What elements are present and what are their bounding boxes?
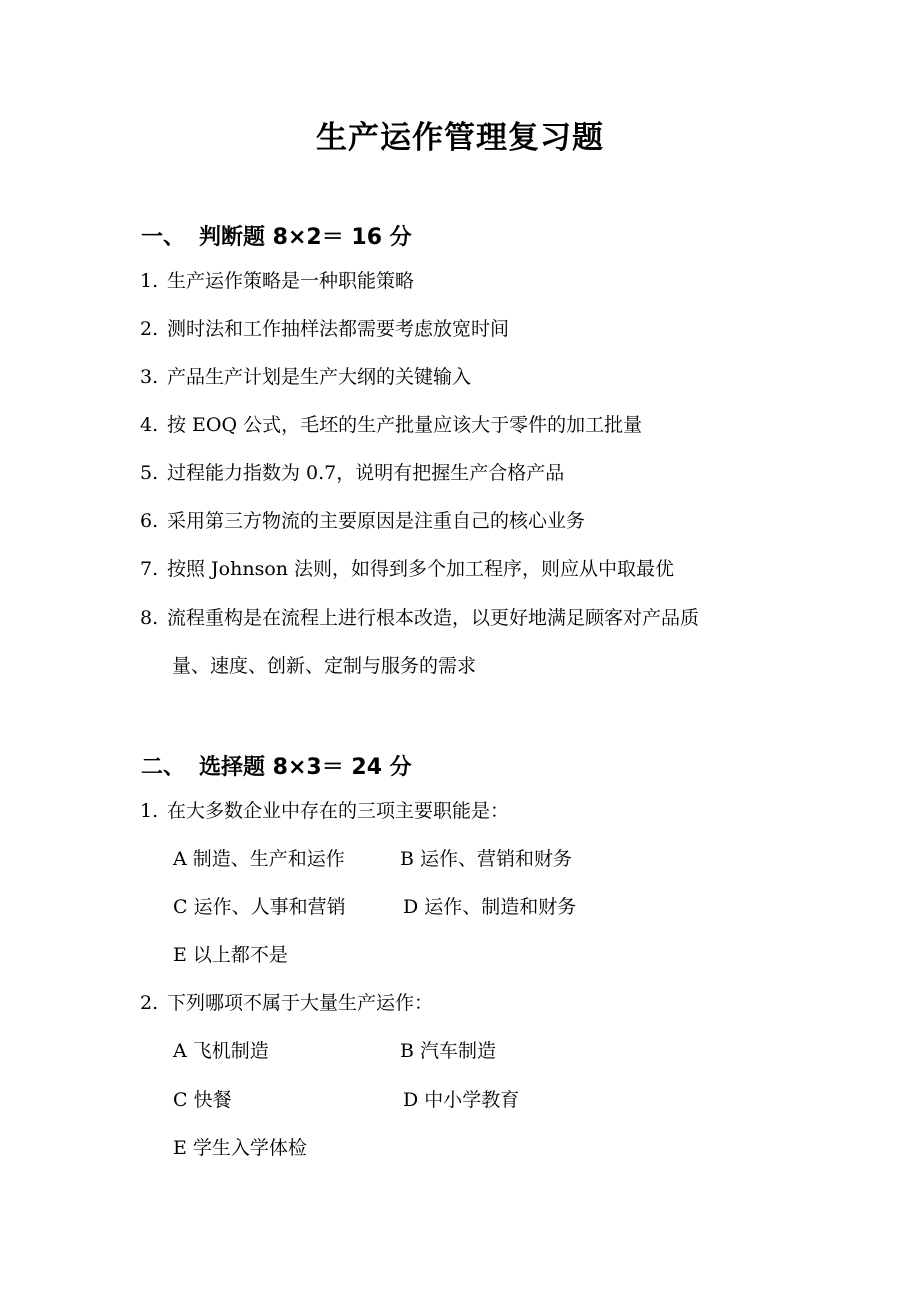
page-title: 生产运作管理复习题 <box>316 120 604 156</box>
question-text: 下列哪项不属于大量生产运作： <box>167 992 434 1014</box>
question-number: 3. <box>140 366 159 388</box>
question-text: 流程重构是在流程上进行根本改造，以更好地满足顾客对产品质 <box>167 607 700 629</box>
question-number: 2. <box>140 318 159 340</box>
question-text: 测时法和工作抽样法都需要考虑放宽时间 <box>167 318 510 340</box>
question-number: 1. <box>140 270 159 292</box>
section-title: 选择题 8×3＝ 24 分 <box>199 755 412 780</box>
section-title: 判断题 8×2＝ 16 分 <box>199 225 412 250</box>
option-d: D 中小学教育 <box>403 1089 520 1111</box>
option-e: E 学生入学体检 <box>173 1137 307 1159</box>
question-item <box>140 798 509 824</box>
section-heading-true-false <box>141 220 412 251</box>
option-b: B 汽车制造 <box>400 1040 497 1062</box>
question-item <box>140 364 471 390</box>
section-number: 二、 <box>141 755 186 780</box>
option-e: E 以上都不是 <box>173 944 288 966</box>
question-item <box>140 556 674 582</box>
option-d: D 运作、制造和财务 <box>403 896 577 918</box>
section-number: 一、 <box>141 225 186 250</box>
question-item <box>140 508 585 534</box>
question-text: 按照 Johnson 法则，如得到多个加工程序，则应从中取最优 <box>167 558 675 580</box>
question-text: 过程能力指数为 0.7，说明有把握生产合格产品 <box>167 462 565 484</box>
question-item <box>140 460 564 486</box>
question-item <box>140 605 699 631</box>
section-heading-multiple-choice <box>141 750 412 781</box>
question-number: 7. <box>140 558 159 580</box>
question-text: 在大多数企业中存在的三项主要职能是： <box>167 800 510 822</box>
question-number: 1. <box>140 800 159 822</box>
question-number: 5. <box>140 462 159 484</box>
question-item <box>140 412 642 438</box>
question-number: 6. <box>140 510 159 532</box>
question-number: 2. <box>140 992 159 1014</box>
question-text: 生产运作策略是一种职能策略 <box>167 270 415 292</box>
question-number: 8. <box>140 607 159 629</box>
question-item <box>140 316 509 342</box>
option-c: C 运作、人事和营销 <box>173 896 346 918</box>
option-a: A 飞机制造 <box>173 1040 269 1062</box>
option-b: B 运作、营销和财务 <box>400 848 573 870</box>
option-a: A 制造、生产和运作 <box>173 848 345 870</box>
question-text: 采用第三方物流的主要原因是注重自己的核心业务 <box>167 510 586 532</box>
question-item <box>140 268 414 294</box>
question-number: 4. <box>140 414 159 436</box>
question-item <box>140 990 433 1016</box>
question-text-continuation: 量、速度、创新、定制与服务的需求 <box>172 655 477 677</box>
question-text: 按 EOQ 公式，毛坯的生产批量应该大于零件的加工批量 <box>167 414 643 436</box>
question-text: 产品生产计划是生产大纲的关键输入 <box>167 366 472 388</box>
option-c: C 快餐 <box>173 1089 232 1111</box>
